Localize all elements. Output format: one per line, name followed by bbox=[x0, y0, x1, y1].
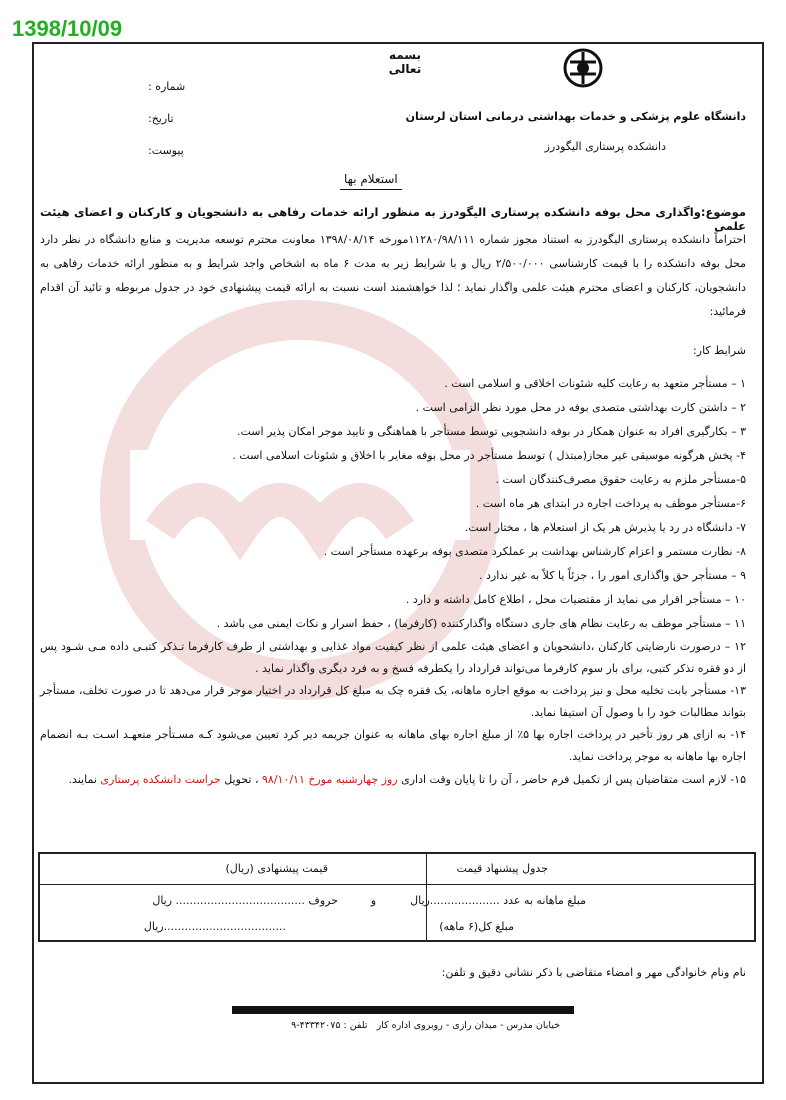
intro-paragraph: احتراماً دانشکده پرستاری الیگودرز به استناد مجوز شماره ۱۱۲۸۰/۹۸/۱۱۱مورخه ۱۳۹۸/۰۸/۱۴ معاونت محترم توسعه مدیریت و منابع دانشگاه در نظر دارد محل بوفه دانشکده را با قیمت کارشناسی ۲/۵۰۰/۰۰۰ ریال و با شرایط زیر به مدت ۶ ماه به اشخاص واجد شرایط و به منظور ارائه خدمات رفاهی به دانشجویان، کارکنان و اعضای محترم هیئت علمی واگذار نماید ؛ لذا خواهشمند است نسبت به ارائه قیمت پیشنهادی خود در جدول مربوطه و تائید آن اقدام فرمائید: bbox=[40, 233, 746, 318]
total-label: مبلغ کل(۶ ماهه) bbox=[439, 920, 514, 933]
condition-item: ۱۳- مستأجر بابت تخلیه محل و نیز پرداخت به موقع اجاره ماهانه، یک فقره چک به مبلغ کل قرارداد در اختیار موجر قرار می‌دهد تا در صورت تخلف، مستأجر بتواند مطالبات خود را با وصول آن استیفا نماید. bbox=[40, 684, 746, 719]
subject-line: موضوع:واگذاری محل بوفه دانشکده پرستاری الیگودرز به منظور ارائه خدمات رفاهی به دانشجویان و کارکنان و اعضای هیئت علمی bbox=[40, 205, 746, 233]
price-table-header bbox=[40, 854, 754, 885]
condition15-end: نمایند. bbox=[68, 773, 97, 786]
condition-item-15 bbox=[40, 768, 746, 792]
office-text: حراست دانشکده پرستاری bbox=[100, 773, 221, 786]
number-label: شماره : bbox=[148, 80, 186, 93]
phone-label: تلفن : bbox=[343, 1020, 368, 1031]
applicant-signature-line[interactable]: نام ونام خانوادگی مهر و امضاء متقاضی با ذکر نشانی دقیق و تلفن: bbox=[441, 966, 746, 979]
condition15-middle: ، تحویل bbox=[224, 773, 259, 786]
conditions-heading: شرایط کار: bbox=[693, 344, 746, 357]
condition-item: ۳ – بکارگیری افراد به عنوان همکار در بوفه دانشجویی توسط مستأجر با هماهنگی و تایید موجر امکان پذیر است. bbox=[237, 425, 746, 438]
condition-item: ۵-مستأجر ملزم به رعایت حقوق مصرف‌کنندگان است . bbox=[495, 473, 746, 486]
condition-item: ۸- نظارت مستمر و اعزام کارشناس بهداشت بر عملکرد متصدی بوفه برعهده مستأجر است . bbox=[323, 545, 746, 558]
conditions-list bbox=[40, 372, 746, 792]
price-table bbox=[38, 852, 756, 942]
phone-number: ۴۳۳۴۲۰۷۵-۹ bbox=[291, 1020, 341, 1031]
condition-item: ۶-مستأجر موظف به پرداخت اجاره در ابتدای هر ماه است . bbox=[475, 497, 746, 510]
attachment-label: پیوست: bbox=[148, 144, 184, 157]
condition-item: ۱ – مستأجر متعهد به رعایت کلیه شئونات اخلاقی و اسلامی است . bbox=[444, 377, 746, 390]
date-label: تاریخ: bbox=[148, 112, 174, 125]
condition-item: ۷- دانشگاه در رد یا پذیرش هر یک از استعلام ها ، مختار است. bbox=[464, 521, 746, 534]
letters-amount-field[interactable]: حروف ..................................... ریال bbox=[152, 894, 338, 907]
table-title-left: قیمت پیشنهادی (ریال) bbox=[225, 862, 328, 875]
condition-item: ۹ – مستأجر حق واگذاری امور را ، جزئاً یا کلاً به غیر ندارد . bbox=[478, 569, 746, 582]
date-stamp: 1398/10/09 bbox=[12, 16, 123, 41]
monthly-amount-field[interactable]: مبلغ ماهانه به عدد ....................ریال bbox=[410, 894, 586, 907]
address-text: خیابان مدرس - میدان رازی - روبروی اداره کار bbox=[376, 1020, 560, 1031]
condition15-start: ۱۵- لازم است متقاضیان پس از تکمیل فرم حاضر ، آن را تا پایان وقت اداری bbox=[401, 773, 746, 786]
total-amount-field[interactable]: ...................................ریال bbox=[143, 920, 286, 933]
condition-item: ۱۰ – مستأجر اقرار می نماید از مقتضیات محل ، اطلاع کامل داشته و دارد . bbox=[405, 593, 746, 606]
condition-item: ۲ – داشتن کارت بهداشتی متصدی بوفه در محل مورد نظر الزامی است . bbox=[415, 401, 746, 414]
table-title-right: جدول پیشنهاد قیمت bbox=[456, 862, 548, 875]
footer-address bbox=[240, 1020, 560, 1031]
university-logo bbox=[560, 46, 606, 90]
condition-item: ۱۲ – درصورت نارضایتی کارکنان ،دانشجویان و اعضای هیئت علمی از نظر کیفیت مواد غذایی و بهداشتی از طرف کارفرما تـذکر کتبـی داده مـی شـود پس از دو فقره تذکر کتبی، برای بار سوم کارفرما می‌تواند قرارداد را یکطرفه فسخ و به فرد دیگری واگذار نماید . bbox=[40, 640, 746, 675]
and-text: و bbox=[370, 894, 376, 907]
university-name: دانشگاه علوم پزشکی و خدمات بهداشتی درمانی استان لرستان bbox=[405, 110, 746, 123]
deadline-text: روز چهارشنبه مورخ ۹۸/۱۰/۱۱ bbox=[262, 773, 398, 786]
faculty-name: دانشکده پرستاری الیگودرز bbox=[544, 140, 666, 153]
condition-item: ۱۱ – مستأجر موظف به رعایت نظام های جاری دستگاه واگذارکننده (کارفرما) ، حفظ اسرار و نکات ایمنی می باشد . bbox=[216, 617, 746, 630]
condition-item: ۴- پخش هرگونه موسیقی غیر مجاز(مبتذل ) توسط مستأجر در محل بوفه مغایر با اخلاق و شئونات اسلامی است . bbox=[232, 449, 746, 462]
footer-rule bbox=[232, 1006, 574, 1014]
document-title: استعلام بها bbox=[340, 172, 402, 190]
bismillah: بسمه تعالی bbox=[388, 48, 422, 76]
condition-item: ۱۴- به ازای هر روز تأخیر در پرداخت اجاره بها ۵٪ از مبلغ اجاره بهای ماهانه به عنوان جریمه دیر کرد تعیین می‌شود کـه مسـتأجر متعهـد اسـت بـه انضمام اجاره بها ماهانه به موجر پرداخت نماید. bbox=[40, 728, 747, 763]
